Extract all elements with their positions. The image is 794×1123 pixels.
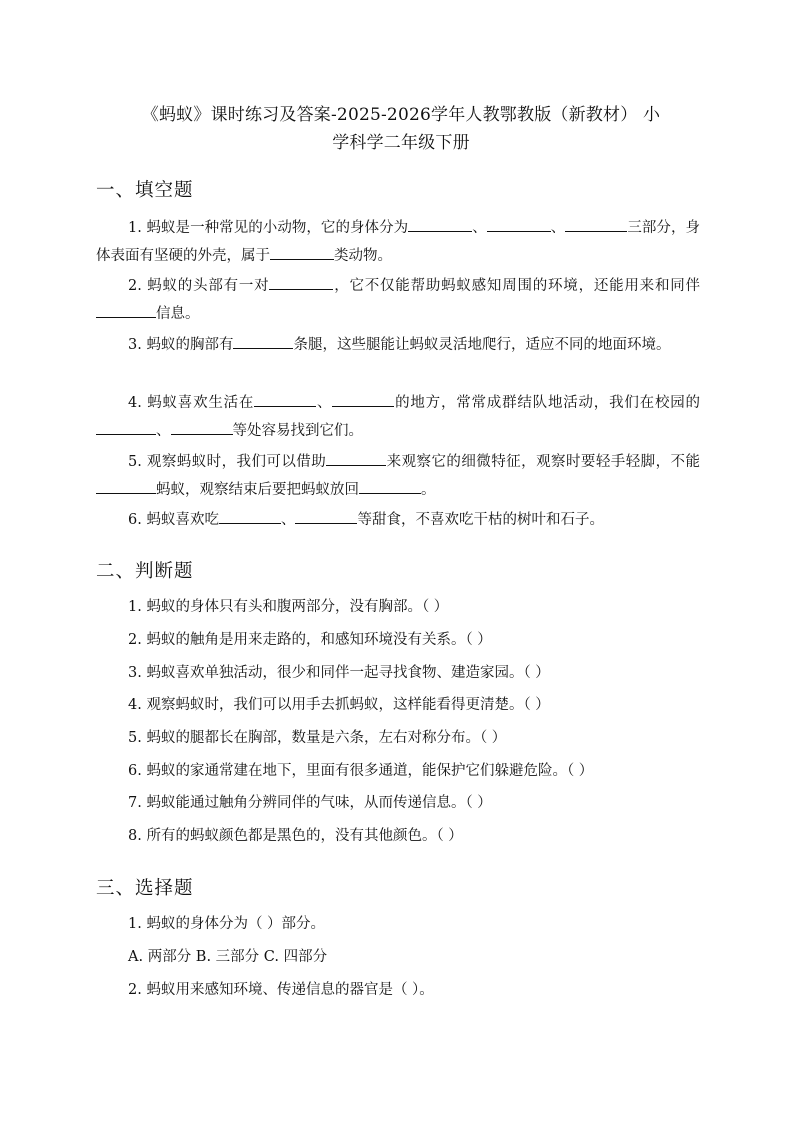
document-title-line-2: 学科学二年级下册 (332, 133, 470, 153)
judge-question-1: 1. 蚂蚁的身体只有头和腹两部分，没有胸部。（ ） (128, 599, 449, 615)
fill-q2-text-2: ，它不仅能帮助蚂蚁感知周围的环境，还能用来和同伴 (333, 278, 700, 294)
fill-q1-text-2: 、 (472, 220, 487, 236)
judge-question-5: 5. 蚂蚁的腿都长在胸部，数量是六条，左右对称分布。（ ） (128, 730, 507, 746)
answer-blank[interactable] (326, 451, 386, 466)
fill-q1-text-4: 三部分，身体表面有坚硬的外壳，属于 (96, 220, 700, 264)
answer-blank[interactable] (171, 420, 233, 435)
fill-q4-text-5: 等处容易找到它们。 (232, 423, 363, 439)
fill-q2-text-3: 信息。 (156, 306, 200, 322)
answer-blank[interactable] (254, 392, 316, 407)
answer-blank[interactable] (96, 479, 156, 494)
answer-blank[interactable] (565, 217, 627, 232)
answer-blank[interactable] (332, 392, 394, 407)
fill-question-2 (96, 272, 700, 328)
judge-question-2: 2. 蚂蚁的触角是用来走路的，和感知环境没有关系。（ ） (128, 632, 492, 648)
choice-question-2: 2. 蚂蚁用来感知环境、传递信息的器官是（ ）。 (128, 982, 434, 998)
answer-blank[interactable] (96, 303, 156, 318)
fill-q1-text-1: 1. 蚂蚁是一种常见的小动物，它的身体分为 (128, 220, 409, 236)
fill-q3-text-1: 3. 蚂蚁的胸部有 (128, 337, 234, 353)
fill-q5-text-2: 来观察它的细微特征，观察时要轻手轻脚，不能 (386, 454, 700, 470)
fill-question-1 (96, 214, 700, 270)
judge-question-3: 3. 蚂蚁喜欢单独活动，很少和同伴一起寻找食物、建造家园。（ ） (128, 665, 550, 681)
answer-blank[interactable] (295, 509, 357, 524)
fill-q5-text-3: 蚂蚁，观察结束后要把蚂蚁放回 (156, 482, 359, 498)
fill-q6-text-2: 、 (280, 512, 296, 528)
fill-q6-text-1: 6. 蚂蚁喜欢吃 (128, 512, 219, 528)
fill-q2-text-1: 2. 蚂蚁的头部有一对 (128, 278, 270, 294)
fill-q4-text-3: 的地方，常常成群结队地活动，我们在校园的 (394, 395, 701, 411)
fill-q4-text-2: 、 (316, 395, 333, 411)
answer-blank[interactable] (408, 217, 472, 232)
answer-blank[interactable] (219, 509, 281, 524)
fill-question-3 (96, 331, 700, 359)
fill-question-4 (96, 389, 700, 445)
fill-q4-text-4: 、 (156, 423, 171, 439)
choice-question-1-options: A. 两部分 B. 三部分 C. 四部分 (128, 949, 328, 965)
document-title-line-1: 《蚂蚁》课时练习及答案-2025-2026学年人教鄂教版（新教材） 小 (141, 105, 661, 125)
section-heading-fill-in: 一、填空题 (96, 180, 194, 201)
judge-question-6: 6. 蚂蚁的家通常建在地下，里面有很多通道，能保护它们躲避危险。（ ） (128, 763, 594, 779)
fill-q6-text-3: 等甜食，不喜欢吃干枯的树叶和石子。 (357, 512, 604, 528)
fill-q4-text-1: 4. 蚂蚁喜欢生活在 (128, 395, 255, 411)
answer-blank[interactable] (359, 479, 421, 494)
fill-q3-text-2: 条腿，这些腿能让蚂蚁灵活地爬行，适应不同的地面环境。 (293, 337, 671, 353)
fill-q1-text-3: 、 (550, 220, 566, 236)
document-title (96, 101, 706, 157)
answer-blank[interactable] (233, 334, 293, 349)
judge-question-7: 7. 蚂蚁能通过触角分辨同伴的气味，从而传递信息。（ ） (128, 795, 492, 811)
section-heading-true-false: 二、判断题 (96, 561, 194, 582)
fill-question-6 (96, 506, 700, 534)
fill-question-5 (96, 448, 700, 504)
choice-question-1: 1. 蚂蚁的身体分为（ ）部分。 (128, 916, 326, 932)
answer-blank[interactable] (270, 245, 334, 260)
fill-q5-text-4: 。 (421, 482, 436, 498)
judge-question-8: 8. 所有的蚂蚁颜色都是黑色的，没有其他颜色。（ ） (128, 828, 463, 844)
answer-blank[interactable] (487, 217, 551, 232)
fill-q1-text-5: 类动物。 (334, 248, 392, 264)
section-heading-multiple-choice: 三、选择题 (96, 878, 194, 899)
fill-q5-text-1: 5. 观察蚂蚁时，我们可以借助 (128, 454, 327, 470)
answer-blank[interactable] (269, 275, 333, 290)
judge-question-4: 4. 观察蚂蚁时，我们可以用手去抓蚂蚁，这样能看得更清楚。（ ） (128, 697, 550, 713)
answer-blank[interactable] (96, 420, 156, 435)
